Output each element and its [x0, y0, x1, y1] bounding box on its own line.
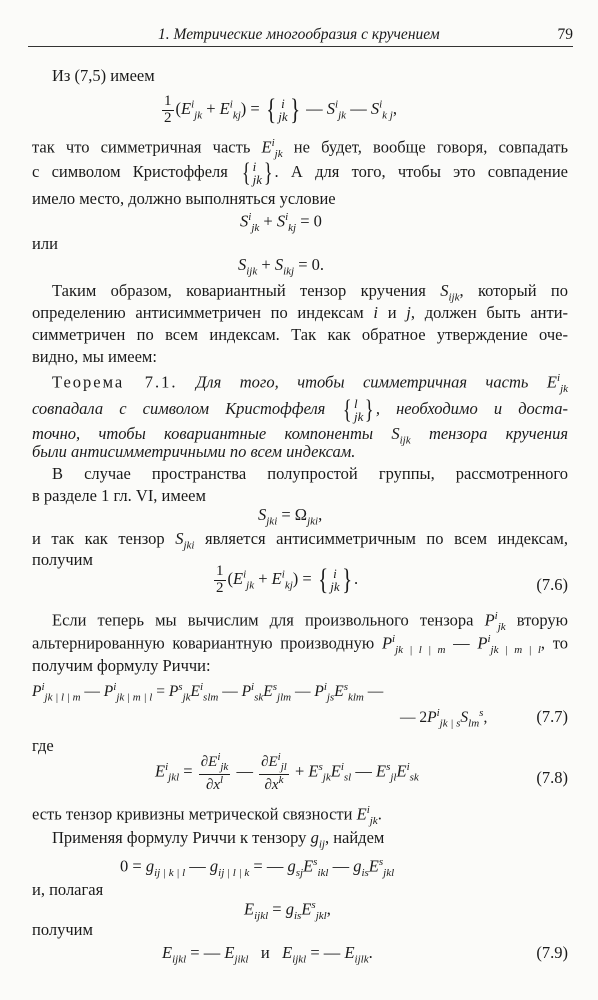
text-line: Применяя формулу Риччи к тензору $g_{ij}$, найдем [52, 828, 385, 851]
formula: $E_{ijkl} = g_{is}E^s_{jkl}$, [244, 899, 331, 922]
running-header [28, 26, 573, 47]
theorem-label: Теорема 7.1. [52, 372, 178, 392]
text-line: симметричен по всем индексам. Так как обратное утверждение оче- [32, 325, 568, 344]
text-line: имело место, должно выполняться условие [32, 189, 336, 208]
running-title: 1. Метрические многообразия с кручением [158, 26, 440, 43]
text-line: в разделе 1 гл. VI, имеем [32, 486, 206, 505]
text-line: так что симметричная часть $E^i_{jk}$ не будет, вообще говоря, совпадать [32, 137, 569, 160]
page-number: 79 [557, 26, 573, 43]
formula: $0 = g_{ij | k | l}$ — $g_{ij | l | k}$ = — $g_{sj}E^s_{ikl}$ — $g_{is}E^s_{jkl}$ [120, 856, 395, 879]
theorem-line: были антисимметричными по всем индексам. [32, 442, 356, 461]
formula: $\frac{1}{2}$ $(E^i_{jk} + E^i_{kj})$ = { i jk } . [216, 563, 359, 597]
text-line: получим [32, 550, 93, 569]
formula: $S_{ijk} + S_{ikj} = 0$. [238, 255, 324, 278]
text-line: Из (7,5) имеем [52, 66, 155, 85]
formula: $E_{ijkl}$ = — $E_{jikl}$ и $E_{ijkl}$ = — $E_{ijlk}$. [162, 943, 373, 966]
theorem-line: совпадала с символом Кристоффеля { l jk } , необходимо и доста- [32, 395, 568, 424]
text-line: или [32, 234, 58, 253]
equation-number: (7.6) [536, 575, 568, 594]
text-line: видно, мы имеем: [32, 347, 157, 366]
text-line: с символом Кристоффеля { i jk } . А для того, чтобы это совпадение [32, 158, 568, 187]
formula: $P^i_{jk | l | m}$ — $P^i_{jk | m | l} = P^s_{jk}E^i_{slm}$ — $P^i_{sk}E^s_{jlm}$ — $P^i_{js}E^s_{klm}$ — [32, 681, 384, 704]
text-line: В случае пространства полупростой группы, рассмотренного [52, 464, 568, 483]
text-line: получим формулу Риччи: [32, 656, 211, 675]
text-line: где [32, 736, 54, 755]
text-line: Таким образом, ковариантный тензор кручения $S_{ijk}$, который по [52, 281, 568, 304]
equation-number: (7.9) [536, 943, 568, 962]
equation-number: (7.7) [536, 707, 568, 726]
text-line: и, полагая [32, 880, 104, 899]
text-line: определению антисимметричен по индексам i и j, должен быть анти- [32, 303, 569, 322]
formula: $S_{jki} = \Omega_{jki}$, [258, 505, 323, 528]
formula: $S^i_{jk} + S^i_{kj} = 0$ [240, 211, 322, 234]
text-line: есть тензор кривизны метрической связности $E^i_{jk}$. [32, 804, 382, 827]
formula: — $2P^i_{jk | s}S_{lm}^s$, [400, 707, 488, 730]
text-line: и так как тензор $S_{jki}$ является антисимметричным по всем индексам, [32, 529, 569, 552]
theorem-line: точно, чтобы ковариантные компоненты $S_{ijk}$ тензора кручения [32, 424, 569, 447]
text-line: Если теперь мы вычислим для произвольного тензора $P^i_{jk}$ вторую [52, 610, 569, 633]
theorem-line: Теорема 7.1. Для того, чтобы симметричная часть $E^i_{jk}$ [52, 372, 569, 395]
formula: $E^i_{jkl}$ = $\frac{\partial E^i_{jk}}{\partial x^l}$ — $\frac{\partial E^i_{jl}}{\partial x^k}$ + $E^s_{jk}E^i_{sl}$ — $E^s_{jl}E^i_{sk}$ [155, 751, 419, 793]
formula: $\frac{1}{2}$ $(E^i_{jk} + E^i_{kj})$ = { i jk } — $S^i_{jk}$ — $S^i_{k j}$, [164, 93, 397, 127]
text-line: альтернированную ковариантную производную $P^i_{jk | l | m}$ — $P^i_{jk | m | l}$, то [32, 633, 568, 656]
equation-number: (7.8) [536, 768, 568, 787]
text-line: получим [32, 920, 93, 939]
